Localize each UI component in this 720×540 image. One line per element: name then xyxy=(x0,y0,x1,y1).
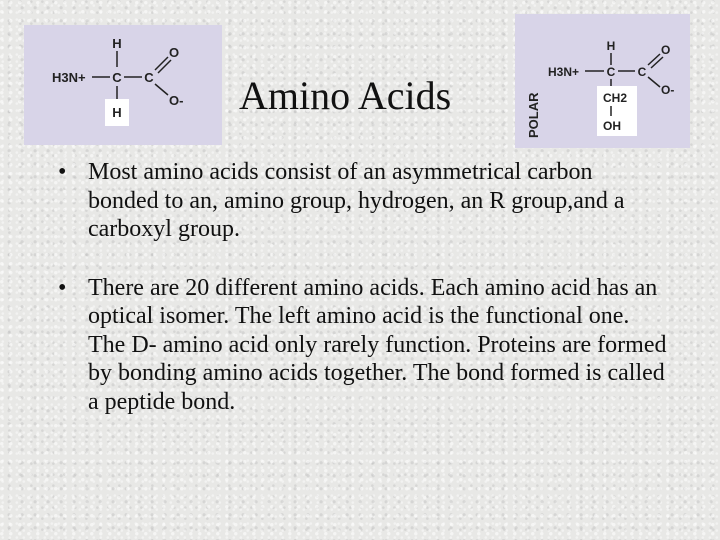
carboxyl-carbon-label: C xyxy=(637,65,647,79)
double-bond-2 xyxy=(651,57,663,68)
slide-title: Amino Acids xyxy=(239,73,452,118)
double-bond-2 xyxy=(158,60,171,73)
double-bond-1 xyxy=(155,57,168,70)
oh-label: OH xyxy=(603,119,621,133)
oxygen-top-label: O xyxy=(661,43,671,57)
oxygen-top-label: O xyxy=(169,45,180,60)
bullet-dot: • xyxy=(58,274,67,301)
bullet-text: Most amino acids consist of an asymmetrical carbon bonded to an, amino group, hydrogen, an R group,and a carboxyl group. xyxy=(88,159,625,242)
oxygen-minus-label: O- xyxy=(169,93,184,108)
polar-side-label: POLAR xyxy=(526,92,541,138)
h3n-label: H3N+ xyxy=(548,65,580,79)
bond-c-o-minus xyxy=(648,77,660,87)
bullet-text: There are 20 different amino acids. Each amino acid has an optical isomer. The left amino acid is the functional one. The D- amino acid only rarely function. Proteins are formed by bonding amino acids together. The bond formed is called a peptide bond. xyxy=(88,274,667,415)
bullet-list xyxy=(58,158,668,446)
h-top-label: H xyxy=(606,39,616,53)
h-top-label: H xyxy=(112,36,122,51)
bullet-dot: • xyxy=(58,159,67,185)
bullet-item xyxy=(58,158,668,244)
carboxyl-carbon-label: C xyxy=(144,70,154,85)
serine-structure-panel xyxy=(515,14,690,148)
alpha-carbon-label: C xyxy=(112,70,122,85)
glycine-structure-panel xyxy=(24,25,222,145)
alpha-carbon-label: C xyxy=(606,65,616,79)
h3n-label: H3N+ xyxy=(52,70,86,85)
serine-structure-diagram xyxy=(515,14,690,148)
ch2-label: CH2 xyxy=(603,91,628,105)
oxygen-minus-label: O- xyxy=(661,83,675,97)
double-bond-1 xyxy=(648,54,660,65)
glycine-structure-diagram xyxy=(24,25,222,145)
bullet-item xyxy=(58,274,668,417)
h-bottom-label: H xyxy=(112,105,122,120)
bond-c-o-minus xyxy=(155,84,168,95)
